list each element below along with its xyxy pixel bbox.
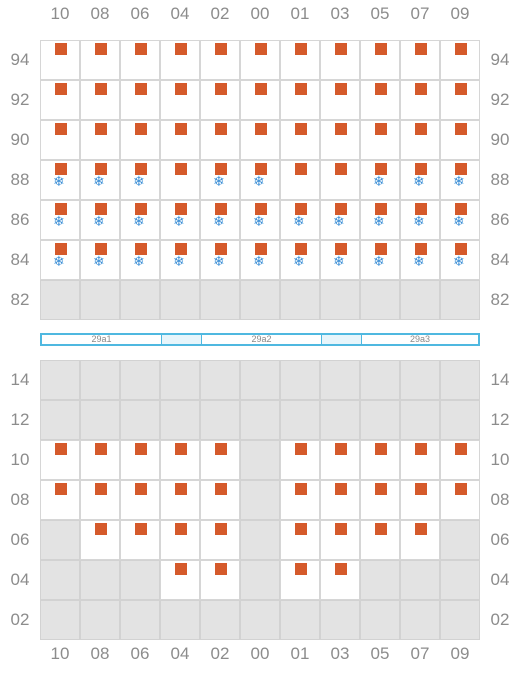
top-column-label: 04 <box>170 4 190 23</box>
lower-seat-cell <box>280 360 320 400</box>
bottom-column-label: 04 <box>170 644 190 663</box>
lower-seat-cell <box>40 600 80 640</box>
lower-seat-cell <box>360 600 400 640</box>
upper-seat-cell <box>320 280 360 320</box>
lower-seat-cell <box>240 560 280 600</box>
upper-row-label-left: 88 <box>10 170 30 189</box>
lower-row-label-right: 12 <box>490 410 510 429</box>
square-marker-icon <box>375 483 387 495</box>
square-marker-icon <box>175 163 187 175</box>
snowflake-icon: ❄ <box>213 214 225 230</box>
lower-row-label-left: 14 <box>10 370 30 389</box>
zone-segment: 29a1 <box>42 335 162 344</box>
square-marker-icon <box>215 483 227 495</box>
upper-row-label-left: 94 <box>10 50 30 69</box>
snowflake-icon: ❄ <box>413 254 425 270</box>
square-marker-icon <box>335 83 347 95</box>
top-column-label: 02 <box>210 4 230 23</box>
lower-row-label-left: 10 <box>10 450 30 469</box>
square-marker-icon <box>335 43 347 55</box>
lower-seat-cell <box>120 400 160 440</box>
square-marker-icon <box>295 43 307 55</box>
lower-row-label-left: 04 <box>10 570 30 589</box>
square-marker-icon <box>295 83 307 95</box>
upper-row-label-left: 86 <box>10 210 30 229</box>
square-marker-icon <box>335 443 347 455</box>
square-marker-icon <box>215 123 227 135</box>
lower-seat-cell <box>120 360 160 400</box>
upper-row-label-left: 90 <box>10 130 30 149</box>
zone-gap <box>322 335 362 344</box>
snowflake-icon: ❄ <box>453 254 465 270</box>
lower-seat-cell <box>400 360 440 400</box>
snowflake-icon: ❄ <box>93 174 105 190</box>
snowflake-icon: ❄ <box>53 254 65 270</box>
snowflake-icon: ❄ <box>413 214 425 230</box>
lower-seat-cell <box>360 400 400 440</box>
square-marker-icon <box>375 523 387 535</box>
lower-row-label-right: 02 <box>490 610 510 629</box>
upper-row-label-left: 84 <box>10 250 30 269</box>
square-marker-icon <box>295 563 307 575</box>
lower-seat-cell <box>360 560 400 600</box>
top-column-label: 09 <box>450 4 470 23</box>
upper-row-label-right: 92 <box>490 90 510 109</box>
lower-seat-cell <box>40 400 80 440</box>
square-marker-icon <box>55 43 67 55</box>
lower-seat-cell <box>280 600 320 640</box>
snowflake-icon: ❄ <box>133 214 145 230</box>
snowflake-icon: ❄ <box>293 254 305 270</box>
square-marker-icon <box>295 523 307 535</box>
upper-row-label-right: 94 <box>490 50 510 69</box>
lower-seat-cell <box>80 600 120 640</box>
top-column-label: 07 <box>410 4 430 23</box>
lower-seat-cell <box>400 400 440 440</box>
snowflake-icon: ❄ <box>173 214 185 230</box>
top-column-label: 05 <box>370 4 390 23</box>
square-marker-icon <box>55 83 67 95</box>
snowflake-icon: ❄ <box>373 214 385 230</box>
upper-row-label-right: 84 <box>490 250 510 269</box>
snowflake-icon: ❄ <box>253 214 265 230</box>
square-marker-icon <box>415 123 427 135</box>
lower-seat-cell <box>440 400 480 440</box>
lower-seat-cell <box>280 400 320 440</box>
lower-seat-cell <box>120 560 160 600</box>
upper-row-label-right: 90 <box>490 130 510 149</box>
upper-row-label-right: 82 <box>490 290 510 309</box>
upper-seat-cell <box>360 280 400 320</box>
square-marker-icon <box>415 523 427 535</box>
lower-seat-cell <box>200 600 240 640</box>
lower-row-label-left: 02 <box>10 610 30 629</box>
bottom-column-label: 00 <box>250 644 270 663</box>
square-marker-icon <box>215 563 227 575</box>
lower-seat-cell <box>40 360 80 400</box>
square-marker-icon <box>215 443 227 455</box>
upper-seat-cell <box>200 280 240 320</box>
square-marker-icon <box>215 43 227 55</box>
square-marker-icon <box>175 563 187 575</box>
upper-seat-cell <box>80 280 120 320</box>
square-marker-icon <box>295 443 307 455</box>
upper-row-label-left: 92 <box>10 90 30 109</box>
upper-row-label-right: 88 <box>490 170 510 189</box>
square-marker-icon <box>455 83 467 95</box>
lower-seat-cell <box>440 560 480 600</box>
square-marker-icon <box>95 43 107 55</box>
square-marker-icon <box>415 83 427 95</box>
upper-seat-cell <box>240 280 280 320</box>
square-marker-icon <box>255 83 267 95</box>
zone-gap <box>162 335 202 344</box>
square-marker-icon <box>295 163 307 175</box>
lower-seat-cell <box>80 560 120 600</box>
upper-seat-cell <box>160 280 200 320</box>
lower-row-label-left: 06 <box>10 530 30 549</box>
square-marker-icon <box>175 443 187 455</box>
bottom-column-label: 05 <box>370 644 390 663</box>
lower-seat-cell <box>120 600 160 640</box>
snowflake-icon: ❄ <box>213 254 225 270</box>
square-marker-icon <box>415 43 427 55</box>
upper-seat-cell <box>280 280 320 320</box>
square-marker-icon <box>135 123 147 135</box>
lower-seat-cell <box>320 360 360 400</box>
snowflake-icon: ❄ <box>453 214 465 230</box>
lower-seat-cell <box>240 520 280 560</box>
lower-seat-cell <box>40 560 80 600</box>
square-marker-icon <box>375 83 387 95</box>
snowflake-icon: ❄ <box>53 174 65 190</box>
lower-seat-cell <box>440 600 480 640</box>
lower-seat-cell <box>440 360 480 400</box>
square-marker-icon <box>335 123 347 135</box>
top-column-label: 01 <box>290 4 310 23</box>
top-column-label: 08 <box>90 4 110 23</box>
lower-seat-cell <box>240 400 280 440</box>
lower-seat-cell <box>440 520 480 560</box>
snowflake-icon: ❄ <box>133 174 145 190</box>
bottom-column-label: 02 <box>210 644 230 663</box>
top-column-label: 00 <box>250 4 270 23</box>
lower-seat-cell <box>200 360 240 400</box>
upper-seat-cell <box>400 280 440 320</box>
square-marker-icon <box>95 83 107 95</box>
lower-seat-cell <box>160 600 200 640</box>
square-marker-icon <box>135 43 147 55</box>
snowflake-icon: ❄ <box>373 254 385 270</box>
zone-segment: 29a3 <box>409 334 431 344</box>
bottom-column-label: 01 <box>290 644 310 663</box>
lower-seat-cell <box>80 360 120 400</box>
lower-seat-cell <box>240 360 280 400</box>
lower-row-label-right: 14 <box>490 370 510 389</box>
top-column-label: 03 <box>330 4 350 23</box>
lower-seat-cell <box>80 400 120 440</box>
bottom-column-label: 08 <box>90 644 110 663</box>
snowflake-icon: ❄ <box>333 214 345 230</box>
snowflake-icon: ❄ <box>93 254 105 270</box>
lower-seat-cell <box>240 600 280 640</box>
square-marker-icon <box>455 43 467 55</box>
snowflake-icon: ❄ <box>373 174 385 190</box>
snowflake-icon: ❄ <box>213 174 225 190</box>
snowflake-icon: ❄ <box>93 214 105 230</box>
square-marker-icon <box>135 83 147 95</box>
upper-seat-cell <box>120 280 160 320</box>
square-marker-icon <box>175 523 187 535</box>
square-marker-icon <box>175 43 187 55</box>
top-column-label: 06 <box>130 4 150 23</box>
square-marker-icon <box>375 443 387 455</box>
lower-row-label-left: 08 <box>10 490 30 509</box>
square-marker-icon <box>335 563 347 575</box>
lower-seat-cell <box>360 360 400 400</box>
snowflake-icon: ❄ <box>253 254 265 270</box>
square-marker-icon <box>95 123 107 135</box>
lower-seat-cell <box>240 480 280 520</box>
bottom-column-label: 06 <box>130 644 150 663</box>
square-marker-icon <box>375 43 387 55</box>
bottom-column-label: 07 <box>410 644 430 663</box>
square-marker-icon <box>335 163 347 175</box>
square-marker-icon <box>175 123 187 135</box>
square-marker-icon <box>95 483 107 495</box>
lower-seat-cell <box>320 600 360 640</box>
square-marker-icon <box>55 483 67 495</box>
upper-row-label-left: 82 <box>10 290 30 309</box>
snowflake-icon: ❄ <box>333 254 345 270</box>
lower-row-label-right: 10 <box>490 450 510 469</box>
square-marker-icon <box>55 443 67 455</box>
lower-seat-cell <box>40 520 80 560</box>
lower-row-label-left: 12 <box>10 410 30 429</box>
snowflake-icon: ❄ <box>413 174 425 190</box>
square-marker-icon <box>95 523 107 535</box>
bottom-column-label: 03 <box>330 644 350 663</box>
lower-seat-cell <box>240 440 280 480</box>
square-marker-icon <box>455 123 467 135</box>
snowflake-icon: ❄ <box>53 214 65 230</box>
upper-seat-cell <box>40 280 80 320</box>
upper-row-label-right: 86 <box>490 210 510 229</box>
lower-row-label-right: 08 <box>490 490 510 509</box>
snowflake-icon: ❄ <box>453 174 465 190</box>
lower-seat-cell <box>160 360 200 400</box>
snowflake-icon: ❄ <box>293 214 305 230</box>
square-marker-icon <box>375 123 387 135</box>
square-marker-icon <box>295 483 307 495</box>
square-marker-icon <box>215 83 227 95</box>
square-marker-icon <box>95 443 107 455</box>
lower-row-label-right: 04 <box>490 570 510 589</box>
square-marker-icon <box>175 83 187 95</box>
square-marker-icon <box>415 483 427 495</box>
upper-seat-cell <box>440 280 480 320</box>
square-marker-icon <box>335 523 347 535</box>
square-marker-icon <box>415 443 427 455</box>
lower-seat-cell <box>160 400 200 440</box>
lower-seat-cell <box>400 600 440 640</box>
bottom-column-label: 10 <box>50 644 70 663</box>
square-marker-icon <box>175 483 187 495</box>
square-marker-icon <box>55 123 67 135</box>
square-marker-icon <box>255 123 267 135</box>
square-marker-icon <box>455 483 467 495</box>
lower-row-label-right: 06 <box>490 530 510 549</box>
square-marker-icon <box>215 523 227 535</box>
snowflake-icon: ❄ <box>253 174 265 190</box>
bottom-column-label: 09 <box>450 644 470 663</box>
snowflake-icon: ❄ <box>133 254 145 270</box>
square-marker-icon <box>135 443 147 455</box>
zone-segment: 29a2 <box>202 335 322 344</box>
zone-bar <box>40 333 480 346</box>
square-marker-icon <box>135 483 147 495</box>
square-marker-icon <box>455 443 467 455</box>
square-marker-icon <box>335 483 347 495</box>
lower-seat-cell <box>320 400 360 440</box>
square-marker-icon <box>135 523 147 535</box>
snowflake-icon: ❄ <box>173 254 185 270</box>
top-column-label: 10 <box>50 4 70 23</box>
square-marker-icon <box>295 123 307 135</box>
lower-seat-cell <box>400 560 440 600</box>
square-marker-icon <box>255 43 267 55</box>
lower-seat-cell <box>200 400 240 440</box>
